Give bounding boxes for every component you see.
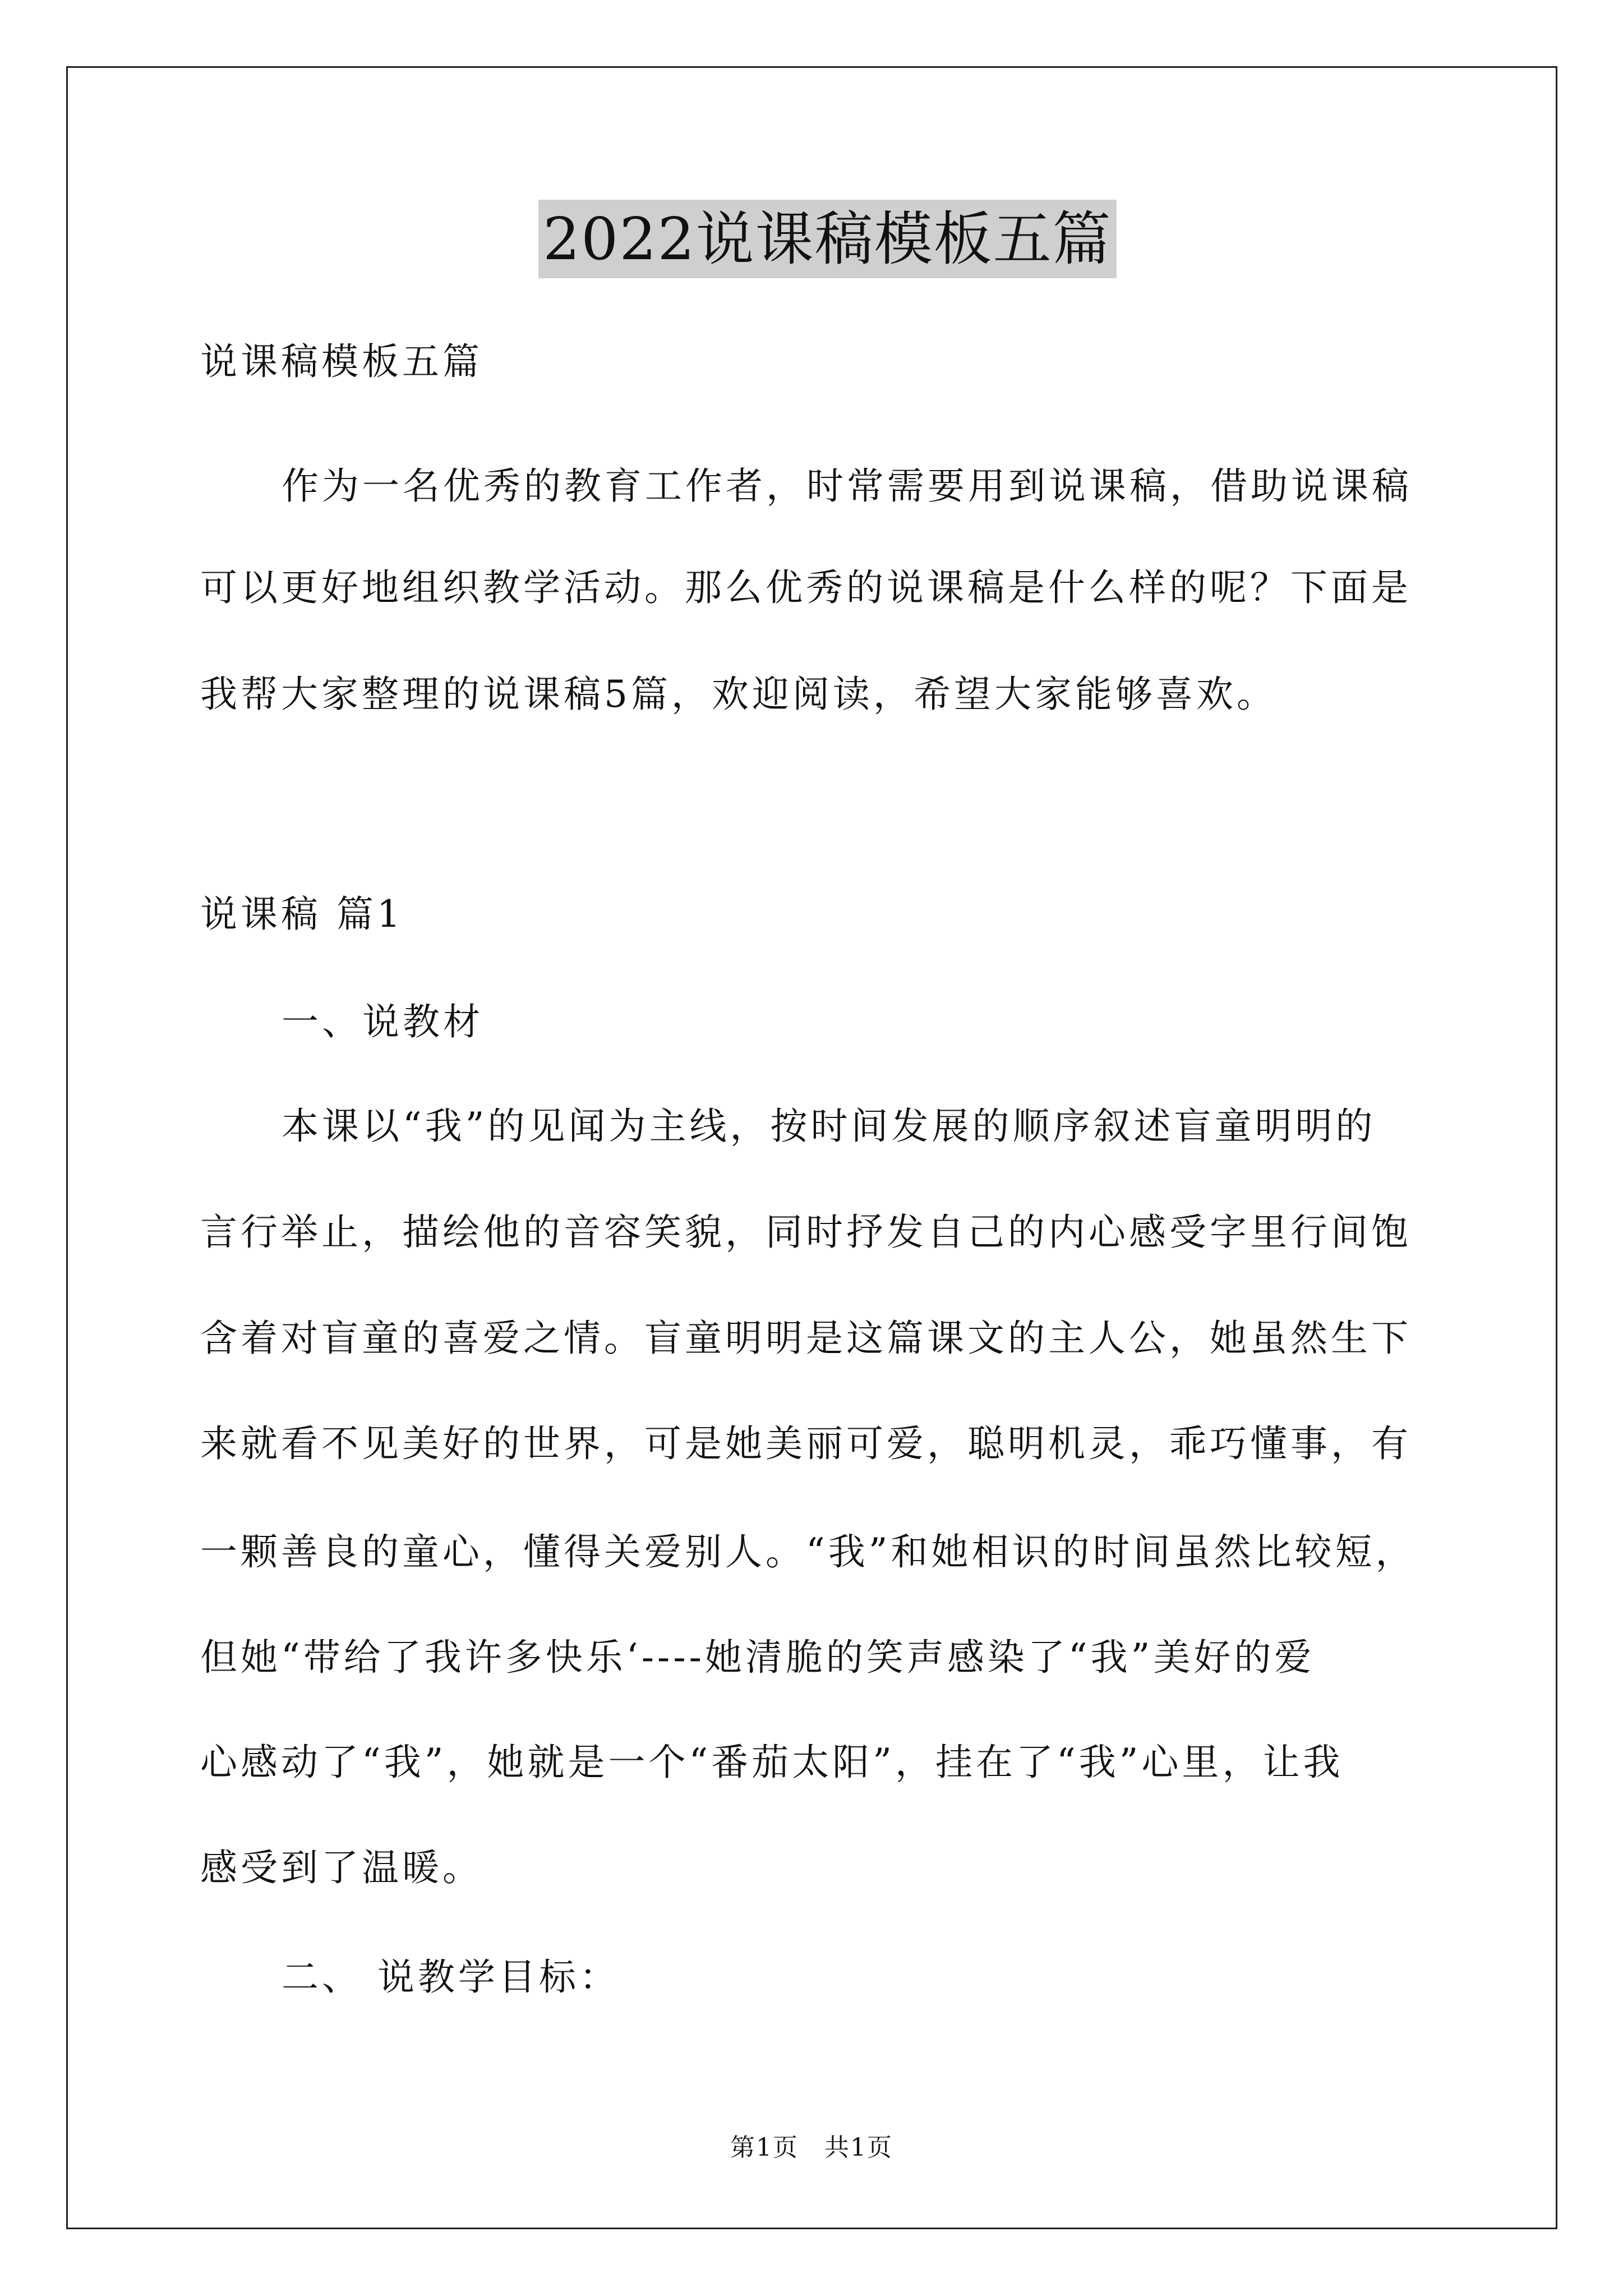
intro-line: 作为一名优秀的教育工作者，时常需要用到说课稿，借助说课稿	[282, 464, 1412, 508]
body-line: 感受到了温暖。	[200, 1846, 483, 1889]
page-footer: 第1页 共1页	[730, 2133, 893, 2162]
intro-line: 可以更好地组织教学活动。那么优秀的说课稿是什么样的呢？下面是	[200, 566, 1412, 609]
body-line: 一颗善良的童心，懂得关爱别人。“我”和她相识的时间虽然比较短，	[200, 1530, 1416, 1573]
body-line: 来就看不见美好的世界，可是她美丽可爱，聪明机灵，乖巧懂事，有	[200, 1422, 1412, 1465]
body-line: 本课以“我”的见闻为主线，按时间发展的顺序叙述盲童明明的	[282, 1105, 1376, 1148]
body-line: 含着对盲童的喜爱之情。盲童明明是这篇课文的主人公，她虽然生下	[200, 1317, 1412, 1360]
document-subtitle: 说课稿模板五篇	[200, 340, 483, 383]
part-heading: 二、 说教学目标：	[282, 1955, 620, 1999]
body-line: 言行举止，描绘他的音容笑貌，同时抒发自己的内心感受字里行间饱	[200, 1211, 1412, 1254]
document-title: 2022说课稿模板五篇	[538, 200, 1117, 278]
part-heading: 一、说教材	[282, 1000, 483, 1043]
body-line: 心感动了“我”，她就是一个“番茄太阳”，挂在了“我”心里，让我	[200, 1741, 1344, 1784]
section-heading: 说课稿 篇1	[200, 892, 404, 936]
body-line: 但她“带给了我许多快乐‘----她清脆的笑声感染了“我”美好的爱	[200, 1636, 1315, 1679]
intro-line: 我帮大家整理的说课稿5篇，欢迎阅读，希望大家能够喜欢。	[200, 673, 1277, 716]
